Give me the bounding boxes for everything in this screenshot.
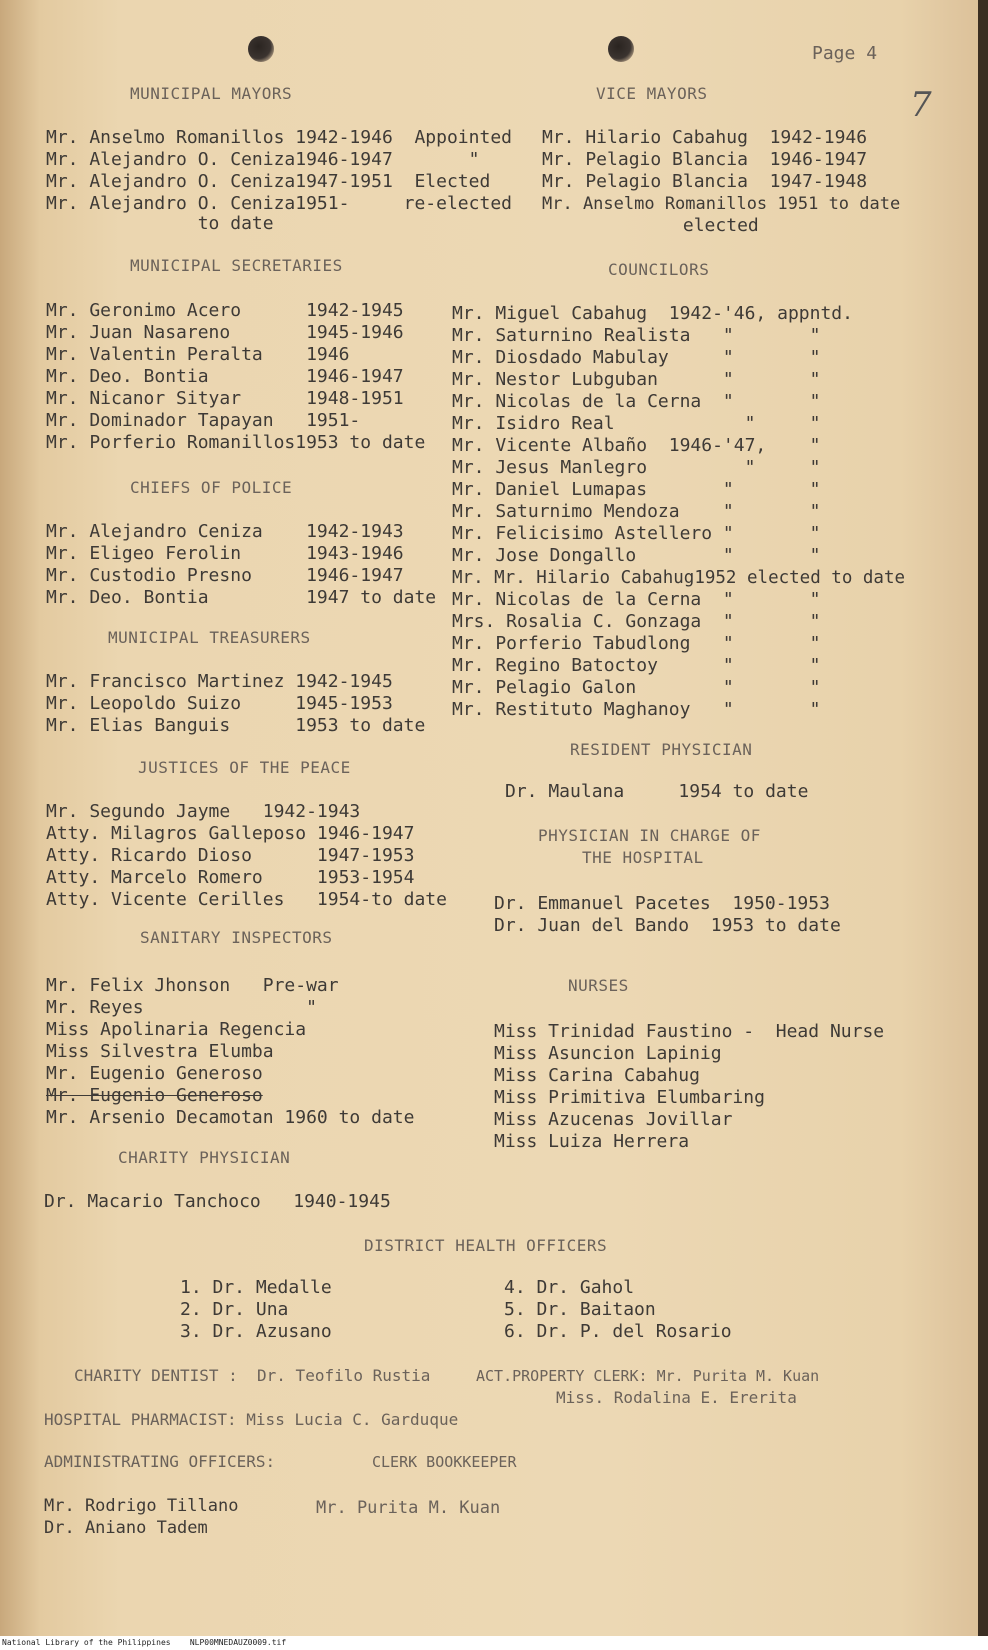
charity-physician-heading: CHARITY PHYSICIAN (118, 1148, 291, 1167)
treasurers-heading: MUNICIPAL TREASURERS (108, 628, 311, 647)
list-item: Mr. Elias Banguis 1953 to date (46, 715, 426, 736)
list-item: Mr. Geronimo Acero 1942-1945 (46, 300, 404, 321)
list-item: Mr. Segundo Jayme 1942-1943 (46, 801, 361, 822)
list-item: Mr. Valentin Peralta 1946 (46, 344, 350, 365)
archive-footer: National Library of the Philippines NLP00MNEDAUZ0009.tif (0, 1636, 988, 1650)
list-item: Miss Apolinaria Regencia (46, 1019, 307, 1040)
list-item: Mr. Regino Batoctoy " " (452, 655, 821, 676)
list-item: Mr. Jose Dongallo " " (452, 545, 821, 566)
vice-mayors-heading: VICE MAYORS (596, 84, 708, 103)
handwritten-page-mark: 7 (910, 85, 932, 125)
list-item: Mr. Pelagio Blancia 1946-1947 (542, 149, 868, 170)
clerk-bookkeeper-heading: CLERK BOOKKEEPER (372, 1453, 517, 1471)
list-item: Mr. Anselmo Romanillos 1951 to date (542, 194, 901, 214)
hospital-physician-heading: PHYSICIAN IN CHARGE OF (538, 826, 761, 845)
list-item: Dr. Emmanuel Pacetes 1950-1953 (494, 893, 830, 914)
list-item: Mr. Saturnimo Mendoza " " (452, 501, 821, 522)
list-item: Mr. Vicente Albaño 1946-'47, " (452, 435, 821, 456)
district-health-heading: DISTRICT HEALTH OFFICERS (364, 1236, 608, 1255)
list-item: Mr. Restituto Maghanoy " " (452, 699, 821, 720)
list-item: Mr. Rodrigo Tillano (44, 1496, 239, 1516)
list-item: 5. Dr. Baitaon (504, 1299, 656, 1320)
list-item: Atty. Milagros Galleposo 1946-1947 (46, 823, 415, 844)
list-item: Dr. Juan del Bando 1953 to date (494, 915, 841, 936)
list-item: Mr. Alejandro O. Ceniza1946-1947 " (46, 149, 480, 170)
list-item: Atty. Marcelo Romero 1953-1954 (46, 867, 415, 888)
list-item: Mr. Nicolas de la Cerna " " (452, 391, 821, 412)
list-item: Mr. Diosdado Mabulay " " (452, 347, 821, 368)
sanitary-heading: SANITARY INSPECTORS (140, 928, 333, 947)
list-item: Mr. Hilario Cabahug 1942-1946 (542, 127, 868, 148)
nurses-heading: NURSES (568, 976, 629, 995)
list-item: Miss Asuncion Lapinig (494, 1043, 722, 1064)
list-item: Mr. Saturnino Realista " " (452, 325, 821, 346)
list-item: Mr. Arsenio Decamotan 1960 to date (46, 1107, 415, 1128)
list-item: Mr. Daniel Lumapas " " (452, 479, 821, 500)
list-item: Mr. Eligeo Ferolin 1943-1946 (46, 543, 404, 564)
list-item: Mr. Juan Nasareno 1945-1946 (46, 322, 404, 343)
list-item: Mr. Custodio Presno 1946-1947 (46, 565, 404, 586)
list-item: 2. Dr. Una (180, 1299, 289, 1320)
police-heading: CHIEFS OF POLICE (130, 478, 293, 497)
list-item: elected (542, 215, 759, 236)
list-item: Mr. Dominador Tapayan 1951- (46, 410, 361, 431)
list-item: Mr. Alejandro Ceniza 1942-1943 (46, 521, 404, 542)
justices-heading: JUSTICES OF THE PEACE (138, 758, 351, 777)
list-item: Mr. Alejandro O. Ceniza1951- re-elected (46, 193, 512, 214)
list-item: Mr. Alejandro O. Ceniza1947-1951 Elected (46, 171, 491, 192)
list-item: Mr. Nicolas de la Cerna " " (452, 589, 821, 610)
list-item: Miss Trinidad Faustino - Head Nurse (494, 1021, 885, 1042)
list-item: Mr. Anselmo Romanillos 1942-1946 Appointed (46, 127, 512, 148)
list-item: Dr. Aniano Tadem (44, 1518, 208, 1538)
property-clerk-2: Miss. Rodalina E. Ererita (556, 1388, 797, 1407)
property-clerk: ACT.PROPERTY CLERK: Mr. Purita M. Kuan (476, 1367, 820, 1385)
list-item: 4. Dr. Gahol (504, 1277, 635, 1298)
list-item: 6. Dr. P. del Rosario (504, 1321, 732, 1342)
list-item: Dr. Macario Tanchoco 1940-1945 (44, 1191, 391, 1212)
list-item: 1. Dr. Medalle (180, 1277, 332, 1298)
list-item: Mr. Eugenio Generoso (46, 1063, 263, 1084)
secretaries-heading: MUNICIPAL SECRETARIES (130, 256, 343, 275)
list-item: Mr. Francisco Martinez 1942-1945 (46, 671, 393, 692)
list-item: Atty. Ricardo Dioso 1947-1953 (46, 845, 415, 866)
list-item: Mr. Pelagio Blancia 1947-1948 (542, 171, 868, 192)
resident-physician-heading: RESIDENT PHYSICIAN (570, 740, 753, 759)
list-item: Mr. Eugenio Generoso (46, 1085, 263, 1106)
list-item: Mr. Deo. Bontia 1947 to date (46, 587, 437, 608)
list-item: Mr. Leopoldo Suizo 1945-1953 (46, 693, 393, 714)
binder-hole (248, 36, 274, 62)
hospital-physician-heading: THE HOSPITAL (582, 848, 704, 867)
list-item: Mr. Isidro Real " " (452, 413, 821, 434)
list-item: Mr. Jesus Manlegro " " (452, 457, 821, 478)
list-item: to date (46, 213, 274, 234)
charity-dentist: CHARITY DENTIST : Dr. Teofilo Rustia (74, 1366, 431, 1385)
list-item: 3. Dr. Azusano (180, 1321, 332, 1342)
list-item: Mr. Deo. Bontia 1946-1947 (46, 366, 404, 387)
list-item: Miss Primitiva Elumbaring (494, 1087, 765, 1108)
list-item: Miss Silvestra Elumba (46, 1041, 274, 1062)
list-item: Mr. Purita M. Kuan (316, 1498, 501, 1518)
list-item: Mr. Pelagio Galon " " (452, 677, 821, 698)
administrating-officers-heading: ADMINISTRATING OFFICERS: (44, 1452, 276, 1471)
list-item: Atty. Vicente Cerilles 1954-to date (46, 889, 447, 910)
list-item: Mr. Porferio Tabudlong " " (452, 633, 821, 654)
list-item: Mr. Felicisimo Astellero " " (452, 523, 821, 544)
hospital-pharmacist: HOSPITAL PHARMACIST: Miss Lucia C. Garduque (44, 1410, 459, 1429)
councilors-heading: COUNCILORS (608, 260, 710, 279)
list-item: Miss Azucenas Jovillar (494, 1109, 733, 1130)
list-item: Mr. Nestor Lubguban " " (452, 369, 821, 390)
mayors-heading: MUNICIPAL MAYORS (130, 84, 293, 103)
list-item: Mr. Mr. Hilario Cabahug1952 elected to date (452, 568, 906, 588)
list-item: Mr. Felix Jhonson Pre-war (46, 975, 339, 996)
list-item: Mrs. Rosalia C. Gonzaga " " (452, 611, 821, 632)
list-item: Mr. Reyes " (46, 997, 317, 1018)
list-item: Dr. Maulana 1954 to date (505, 781, 809, 802)
list-item: Mr. Nicanor Sityar 1948-1951 (46, 388, 404, 409)
list-item: Mr. Porferio Romanillos1953 to date (46, 432, 426, 453)
binder-hole (608, 36, 634, 62)
page-number: Page 4 (812, 43, 878, 64)
list-item: Miss Luiza Herrera (494, 1131, 690, 1152)
list-item: Miss Carina Cabahug (494, 1065, 700, 1086)
list-item: Mr. Miguel Cabahug 1942-'46, appntd. (452, 303, 853, 324)
